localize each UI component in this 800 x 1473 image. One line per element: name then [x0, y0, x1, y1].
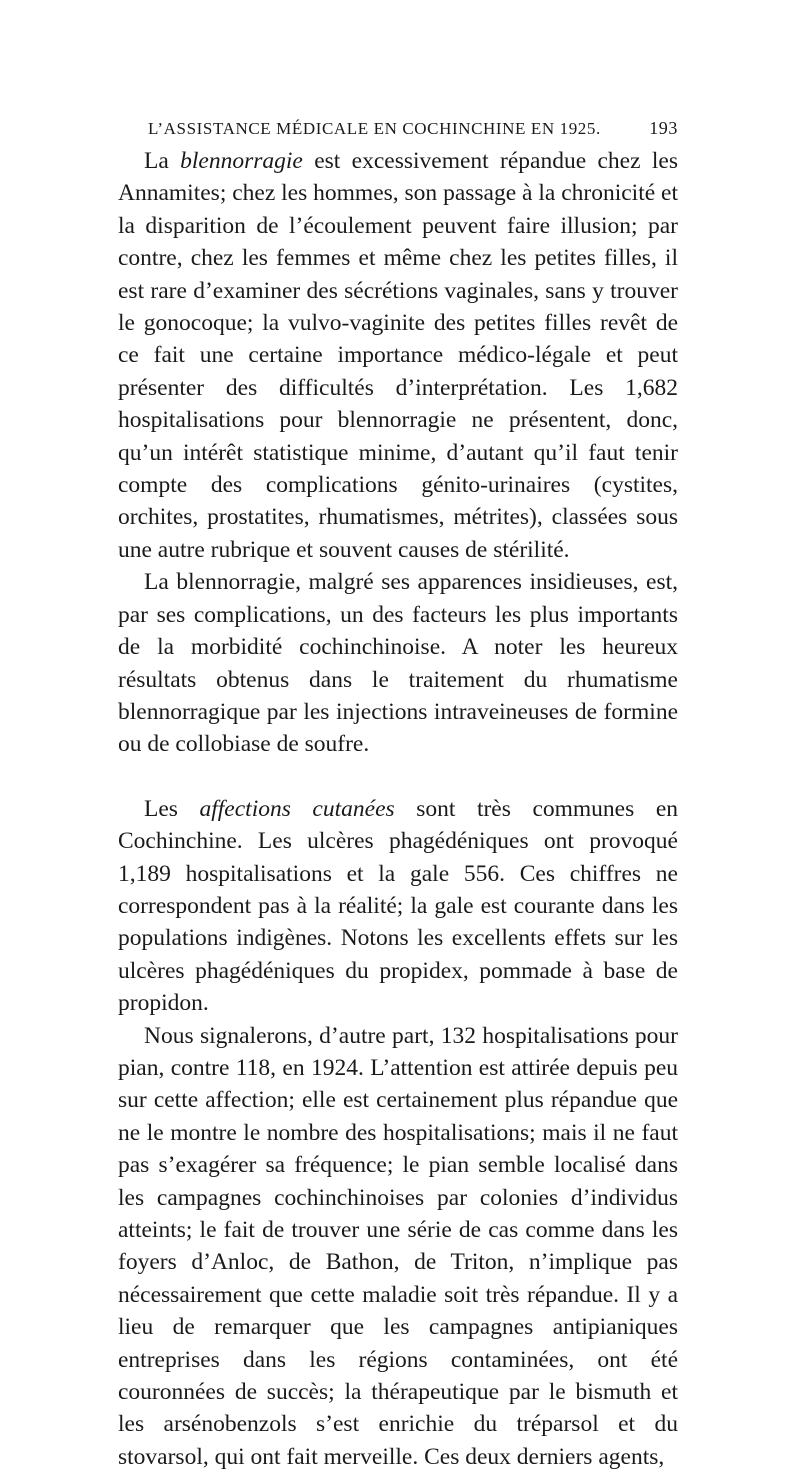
- paragraph-complications: La blennorragie, malgré ses apparences insidieuses, est, par ses complications, un des facteurs les plus importants de la morbidité cochinchinoise. A noter les heureux résultats obtenus dans le traitement du rhumatisme blennorragique par les injections intraveineuses de formine ou de collobiase de soufre.: [118, 569, 678, 758]
- section-gap: [118, 761, 678, 793]
- running-header: [118, 118, 678, 139]
- page-number: 193: [649, 118, 678, 138]
- italic-term: affections cutanées: [199, 795, 395, 822]
- document-page: [118, 118, 678, 1473]
- paragraph-affections-cutanees: [118, 793, 678, 1020]
- paragraph-prefix: La: [144, 148, 181, 174]
- running-title: L’ASSISTANCE MÉDICALE EN COCHINCHINE EN 1925.: [148, 119, 601, 138]
- paragraph-blennorragie: [118, 145, 678, 566]
- italic-term: blennorragie: [180, 148, 303, 174]
- paragraph-text: sont très communes en Cochinchine. Les ulcères phagédéniques ont provoqué 1,189 hospitalisations et la gale 556. Ces chiffres ne correspondent pas à la réalité; la gale est courante dans les populations indigènes. Notons les excellents effets sur les ulcères phagédéniques du propidex, pommade à base de propidon.: [118, 795, 678, 1017]
- paragraph-pian: Nous signalerons, d’autre part, 132 hospitalisations pour pian, contre 118, en 1924. L’attention est attirée depuis peu sur cette affection; elle est certainement plus répandue que ne le montre le nombre des hospitalisations; mais il ne faut pas s’exagérer sa fréquence; le pian semble localisé dans les campagnes cochinchinoises par colonies d’individus atteints; le fait de trouver une série de cas comme dans les foyers d’Anloc, de Bathon, de Triton, n’implique pas nécessairement que cette maladie soit très répandue. Il y a lieu de remarquer que les campagnes antipianiques entreprises dans les régions contaminées, ont été couronnées de succès; la thérapeutique par le bismuth et les arsénobenzols s’est enrichie du tréparsol et du stovarsol, qui ont fait merveille. Ces deux derniers agents,: [118, 1022, 678, 1470]
- paragraph-text: est excessivement répandue chez les Annamites; chez les hommes, son passage à la chronicité et la disparition de l’écoulement peuvent faire illusion; par contre, chez les femmes et même chez les petites filles, il est rare d’examiner des sécrétions vaginales, sans y trouver le gonocoque; la vulvo-vaginite des petites filles revêt de ce fait une certaine importance médico-légale et peut présenter des difficultés d’interprétation. Les 1,682 hospitalisations pour blennorragie ne présentent, donc, qu’un intérêt statistique minime, d’autant qu’il faut tenir compte des complications génito-urinaires (cystites, orchites, prostatites, rhumatismes, métrites), classées sous une autre rubrique et souvent causes de stérilité.: [118, 148, 678, 563]
- paragraph-prefix: Les: [144, 795, 200, 822]
